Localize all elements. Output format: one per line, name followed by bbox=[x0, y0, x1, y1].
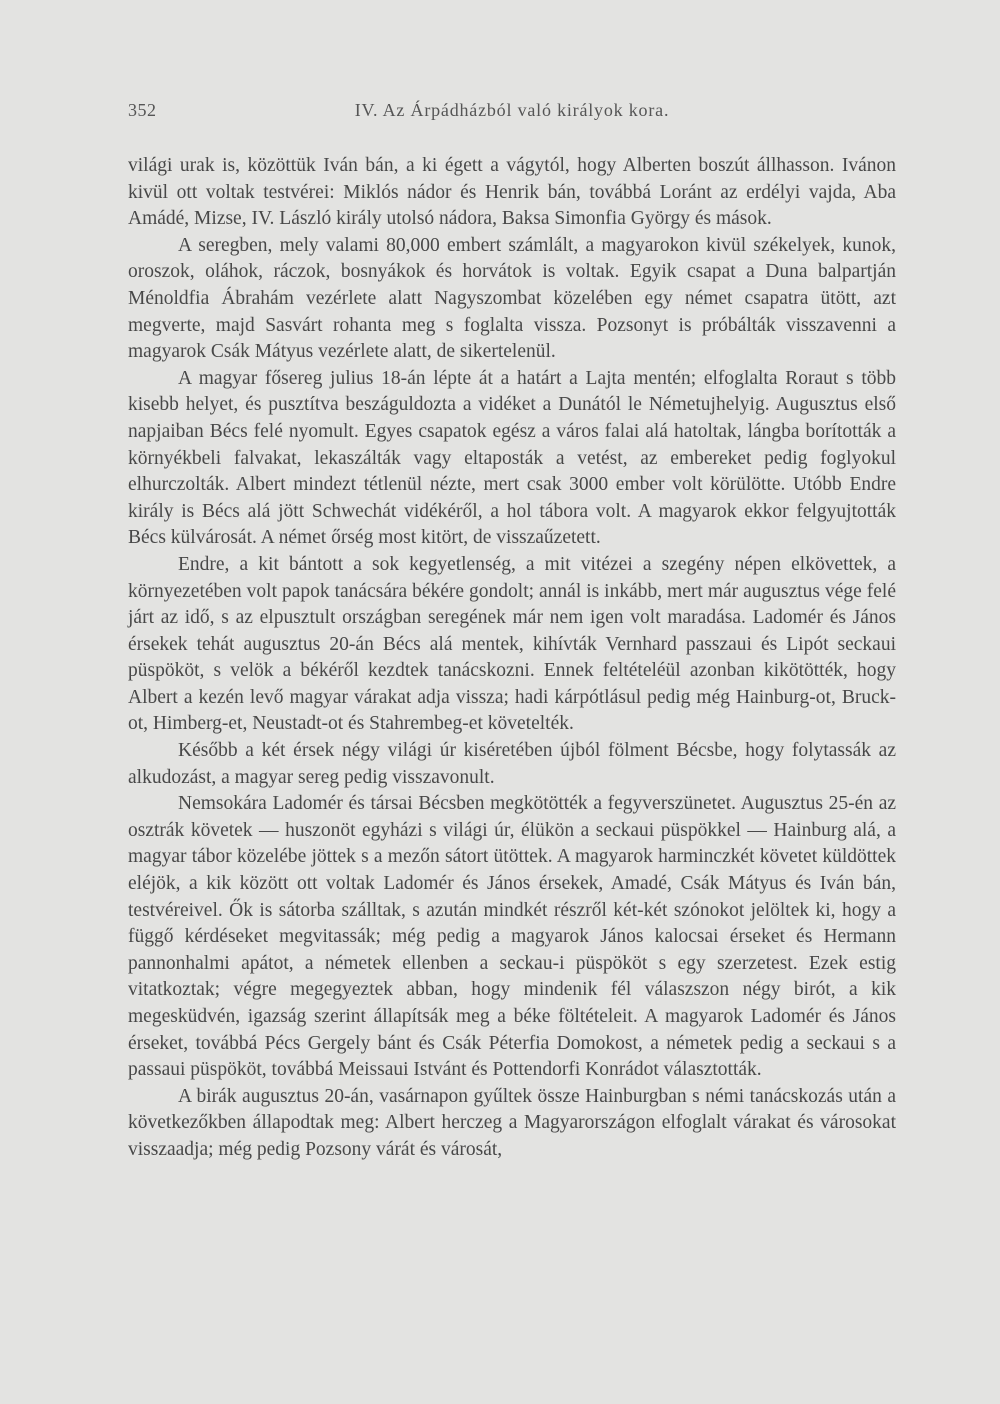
paragraph: Nemsokára Ladomér és társai Bécsben megkötötték a fegyverszünetet. Augusztus 25-én az osztrák követek — huszonöt egyházi s világi úr, élükön a seckaui püspökkel — Hainburg alá, a magyar tábor közelébe jöttek s a mezőn sátort ütöttek. A magyarok harminczkét követet küldöttek eléjök, a kik között ott voltak Ladomér és János érsekek, Amadé, Csák Mátyus és Iván bán, testvéreivel. Ők is sátorba szálltak, s azután mindkét részről két-két szónokot jelöltek ki, hogy a függő kérdéseket megvitassák; még pedig a magyarok János kalocsai érseket és Hermann pannonhalmi apátot, a németek ellenben a seckau-i püspököt s egy szerzetest. Ezek estig vitatkoztak; végre megegyeztek abban, hogy mindenik fél válaszszon négy birót, a kik megesküdvén, igazság szerint állapítsák meg a béke föltételeit. A magyarok Ladomér és János érseket, továbbá Pécs Gergely bánt és Csák Péterfia Domokost, a németek pedig a seckaui s a passaui püspököt, továbbá Meissaui Istvánt és Pottendorfi Konrádot választották. bbox=[128, 793, 896, 1081]
body-text bbox=[128, 153, 896, 1164]
paragraph: Endre, a kit bántott a sok kegyetlenség, a mit vitézei a szegény népen elkövettek, a környezetében volt papok tanácsára békére gondolt; annál is inkább, mert már augusztus vége felé járt az idő, s az elpusztult országban seregének már nem igen volt maradása. Ladomér és János érsekek tehát augusztus 20-án Bécs alá mentek, kihívták Vernhard passzaui és Lipót seckaui püspököt, s velök a békéről kezdtek tanácskozni. Ennek feltételéül azonban kikötötték, hogy Albert a kezén levő magyar várakat adja vissza; hadi kárpótlásul pedig még Hainburg-ot, Bruck-ot, Himberg-et, Neustadt-ot és Stahrembeg-et követelték. bbox=[128, 553, 896, 735]
paragraph: A magyar fősereg julius 18-án lépte át a határt a Lajta mentén; elfoglalta Roraut s több kisebb helyet, és pusztítva beszáguldozta a vidéket a Dunától le Németujhelyig. Augusztus első napjaiban Bécs felé nyomult. Egyes csapatok egész a város falai alá hatoltak, lángba borították a környékbeli falvakat, lekaszálták vagy eltaposták a vetést, az embereket pedig foglyokul elhurczolták. Albert mindezt tétlenül nézte, mert csak 3000 ember volt körülötte. Utóbb Endre király is Bécs alá jött Schwechát vidékéről, a hol tábora volt. A magyarok ekkor felgyujtották Bécs külvárosát. A német őrség most kitört, de visszaűzetett. bbox=[128, 367, 896, 549]
page-header bbox=[128, 100, 896, 124]
running-head: IV. Az Árpádházból való királyok kora. bbox=[354, 100, 670, 120]
paragraph: A birák augusztus 20-án, vasárnapon gyűltek össze Hainburgban s némi tanácskozás után a következőkben állapodtak meg: Albert herczeg a Magyarországon elfoglalt várakat és városokat visszaadja; még pedig Pozsony várát és városát, bbox=[128, 1085, 896, 1160]
paragraph: A seregben, mely valami 80,000 embert számlált, a magyarokon kivül székelyek, kunok, oroszok, oláhok, ráczok, bosnyákok és horvátok is voltak. Egyik csapat a Duna balpartján Ménoldfia Ábrahám vezérlete alatt Nagyszombat közelében egy német csapatra ütött, azt megverte, majd Sasvárt rohanta meg s foglalta vissza. Pozsonyt is próbálták visszavenni a magyarok Csák Mátyus vezérlete alatt, de sikertelenül. bbox=[128, 234, 896, 363]
paragraph: világi urak is, közöttük Iván bán, a ki égett a vágytól, hogy Alberten boszút állhasson. Ivánon kivül ott voltak testvérei: Miklós nádor és Henrik bán, továbbá Loránt az erdélyi vajda, Aba Amádé, Mizse, IV. László király utolsó nádora, Baksa Simonfia György és mások. bbox=[128, 155, 896, 230]
page-number: 352 bbox=[128, 100, 157, 120]
paragraph: Később a két érsek négy világi úr kiséretében újból fölment Bécsbe, hogy folytassák az alkudozást, a magyar sereg pedig visszavonult. bbox=[128, 740, 896, 788]
